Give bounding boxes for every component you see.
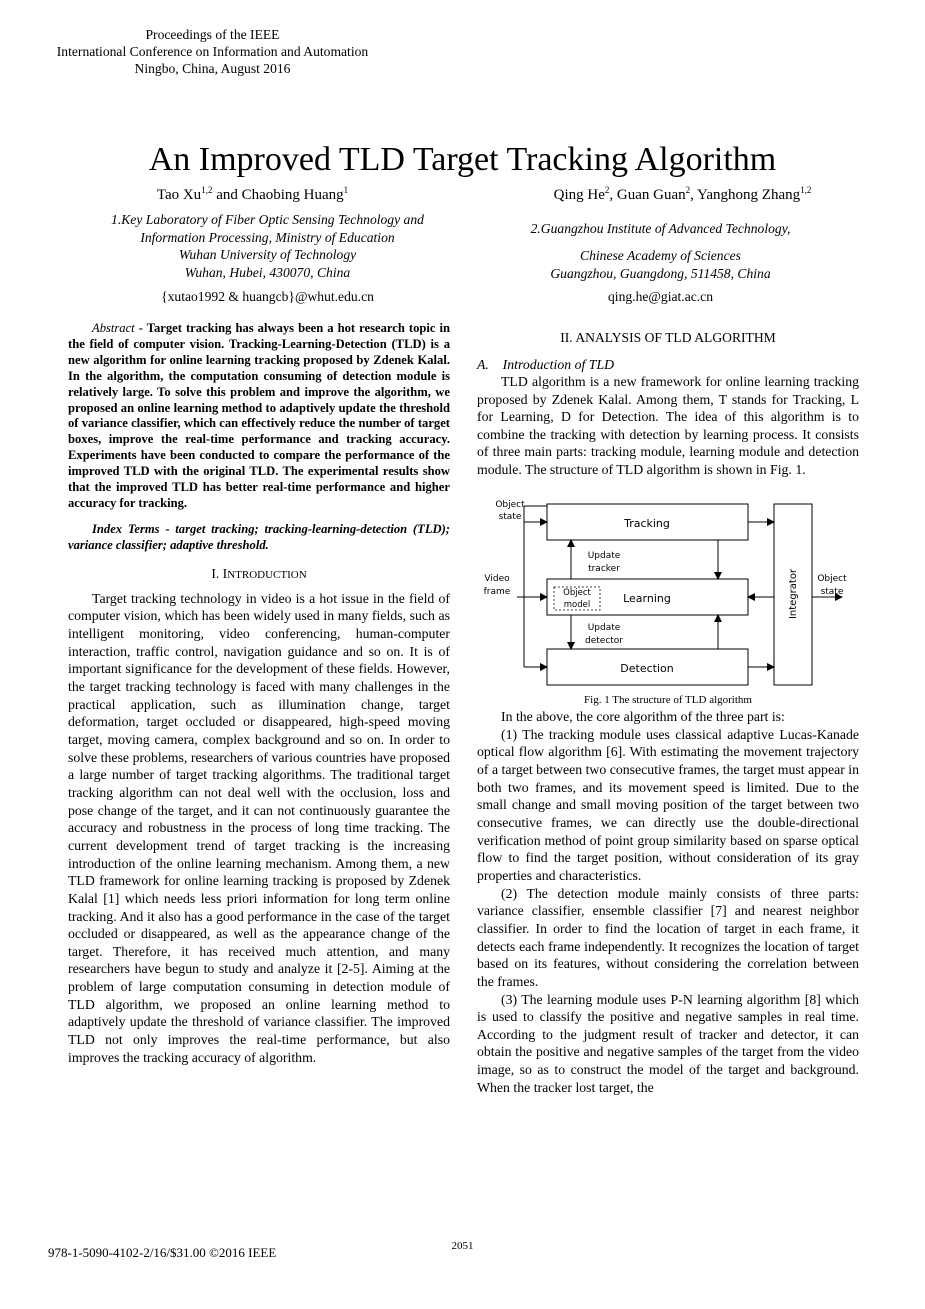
paper-title: An Improved TLD Target Tracking Algorithm xyxy=(148,141,777,178)
abstract-text: - Target tracking has always been a hot research topic in the field of computer vision. Tracking-Learning-Detection (TLD) is a new algorithm for online learning tracking proposed by Zdenek Kalal. In the algorithm, the computation consuming of detection module is relatively large. To solve this problem and improve the algorithm, we proposed an online learning method to adaptively update the threshold of variance classifier, which can effectively reduce the number of target boxes, improve the real-time performance and tracking accuracy. Experiments have been conducted to compare the performance of the improved TLD with the original TLD. The experimental results show that the improved TLD has better real-time performance and higher accuracy for tracking. xyxy=(68,321,450,510)
page-number: 2051 xyxy=(451,1240,474,1252)
affiliation-line: Wuhan, Hubei, 430070, China xyxy=(184,264,351,280)
authors-right xyxy=(470,185,895,205)
right-column-top xyxy=(477,329,859,478)
conference-line-3: Ningbo, China, August 2016 xyxy=(134,61,291,76)
abstract-label: Abstract xyxy=(92,321,135,335)
section-number: I. xyxy=(211,565,223,581)
section-heading-analysis: II. ANALYSIS OF TLD ALGORITHM xyxy=(560,330,776,345)
email-left: {xutao1992 & huangcb}@whut.edu.cn xyxy=(161,289,374,304)
tracking-label: Tracking xyxy=(624,517,670,530)
section-rest: NTRODUCTION xyxy=(227,568,307,581)
conference-line-2: International Conference on Information and Automation xyxy=(56,44,369,59)
conference-line-1: Proceedings of the IEEE xyxy=(145,27,280,42)
section-heading-introduction xyxy=(68,565,450,584)
figure-caption: Fig. 1 The structure of TLD algorithm xyxy=(584,694,752,706)
analysis-paragraph-1: TLD algorithm is a new framework for online learning tracking proposed by Zdenek Kalal. Among them, T stands for Tracking, L for Learning, D for Detection. The idea of this algorithm is to combine the tracking with detection by learning process. It consists of three main parts: tracking module, learning module and detection module. The structure of TLD algorithm is shown in Fig. 1. xyxy=(477,374,859,477)
affiliation-line: 1.Key Laboratory of Fiber Optic Sensing Technology and xyxy=(111,212,424,227)
isbn-footer: 978-1-5090-4102-2/16/$31.00 ©2016 IEEE xyxy=(48,1245,277,1260)
author-affil-sup: 2 xyxy=(685,185,691,195)
analysis-paragraph-5: (3) The learning module uses P-N learning algorithm [8] which is used to classify the positive and negative samples in real time. According to the judgment result of tracker and detector, it can obtain the positive and negative samples of the target from the video image, so as to construct the model of the target and background. When the tracker lost target, the xyxy=(477,991,859,1095)
author-name: , Yanghong Zhang xyxy=(690,187,801,203)
email-right: qing.he@giat.ac.cn xyxy=(608,289,713,304)
index-terms: Index Terms - target tracking; tracking-learning-detection (TLD); variance classifier; adaptive threshold. xyxy=(68,521,450,552)
affiliation-line: Chinese Academy of Sciences xyxy=(580,248,741,263)
intro-paragraph: Target tracking technology in video is a hot issue in the field of computer vision, which has been widely used in many fields, such as intelligent monitoring, video conferencing, human-computer interaction, traffic control, navigation guidance and so on. It is of important significance for the development of these fields. However, the target tracking technology is faced with many challenges in the practical application, such as illumination change, target deformation, target occluded or disappeared, high-speed moving target, moving camera, complex background and so on. In order to solve these problems, researchers of various countries have proposed a large number of target tracking algorithms. The traditional target tracking algorithm can not deal well with the occlusion, loss and pose change of the target, and it can not continuously guarantee the accuracy and robustness in the process of long time tracking. The current development trend of target tracking is the increasing introduction of the online learning mechanism. Among them, a new TLD framework for online learning tracking is proposed by Zdenek Kalal [1] which needs less priori information for long term online tracking. And it also has a good performance in the case of the target occluded or disappeared, as well as the appearance change of the target. Therefore, it has received much attention, and many researchers have begun to study and analyze it [2-5]. Aiming at the problem of large computation consuming in detection module of TLD algorithm, we proposed an online learning method to adaptively update the threshold of variance classifier. The improved TLD not only improves the real-time performance, but also improves the tracking accuracy of algorithm. xyxy=(68,590,450,1065)
authors-left xyxy=(40,185,465,205)
video-frame-label-1: Video xyxy=(484,574,510,584)
update-detector-label-1: Update xyxy=(587,623,621,633)
author-affil-sup: 1 xyxy=(343,185,349,195)
analysis-paragraph-2: In the above, the core algorithm of the three part is: xyxy=(501,709,785,724)
author-affil-sup: 2 xyxy=(604,185,610,195)
object-model-label-2: model xyxy=(563,600,591,610)
subsection-heading-a: A. Introduction of TLD xyxy=(477,357,615,372)
object-state-top-label-1: Object xyxy=(495,500,525,510)
affiliation-line: Wuhan University of Technology xyxy=(178,247,357,262)
affiliation-right xyxy=(448,247,873,282)
update-tracker-label-2: tracker xyxy=(588,564,620,574)
abstract xyxy=(68,321,450,512)
affiliation-right-line-1: 2.Guangzhou Institute of Advanced Technology, xyxy=(530,221,791,236)
right-column-bottom xyxy=(477,708,859,1096)
tld-structure-diagram xyxy=(470,496,870,696)
author-name: , Guan Guan xyxy=(609,187,686,203)
learning-label: Learning xyxy=(623,592,671,605)
update-tracker-label-1: Update xyxy=(587,551,621,561)
author-name: and Chaobing Huang xyxy=(212,187,344,203)
author-affil-sup: 1,2 xyxy=(201,185,213,195)
author-name: Qing He xyxy=(553,187,605,203)
update-detector-label-2: detector xyxy=(585,636,623,646)
detection-label: Detection xyxy=(620,662,674,675)
integrator-label: Integrator xyxy=(788,568,799,620)
author-name: Tao Xu xyxy=(156,187,202,203)
affiliation-line: Guangzhou, Guangdong, 511458, China xyxy=(550,265,771,281)
video-frame-label-2: frame xyxy=(483,587,511,597)
object-state-right-label-2: state xyxy=(820,587,844,597)
section-initial: I xyxy=(222,565,228,581)
analysis-paragraph-4: (2) The detection module mainly consists of three parts: variance classifier, ensemble classifier [7] and nearest neighbor classifier. In order to find the location of target in each frame, it detects each frame independently. It recognizes the location of target based on its features, without considering the correlation between the frames. xyxy=(477,885,859,989)
left-column xyxy=(68,321,450,1066)
affiliation-left xyxy=(55,211,480,281)
object-model-label-1: Object xyxy=(563,588,591,598)
object-state-top-label-2: state xyxy=(498,512,522,522)
conference-header xyxy=(0,26,425,77)
affiliation-line: Information Processing, Ministry of Education xyxy=(140,229,395,245)
analysis-paragraph-3: (1) The tracking module uses classical adaptive Lucas-Kanade optical flow algorithm [6]. With estimating the movement trajectory of a target between two consecutive frames, the target must appear in both two frames, and its movement speed is limited. Due to the small change and small moving position of the target between two consecutive frames, we can directly use the double-directional verification method of point group similarity based on sparse optical flow to find the target position, without consideration of its gray properties and characteristics. xyxy=(477,726,859,883)
author-affil-sup: 1,2 xyxy=(800,185,812,195)
object-state-right-label-1: Object xyxy=(817,574,847,584)
